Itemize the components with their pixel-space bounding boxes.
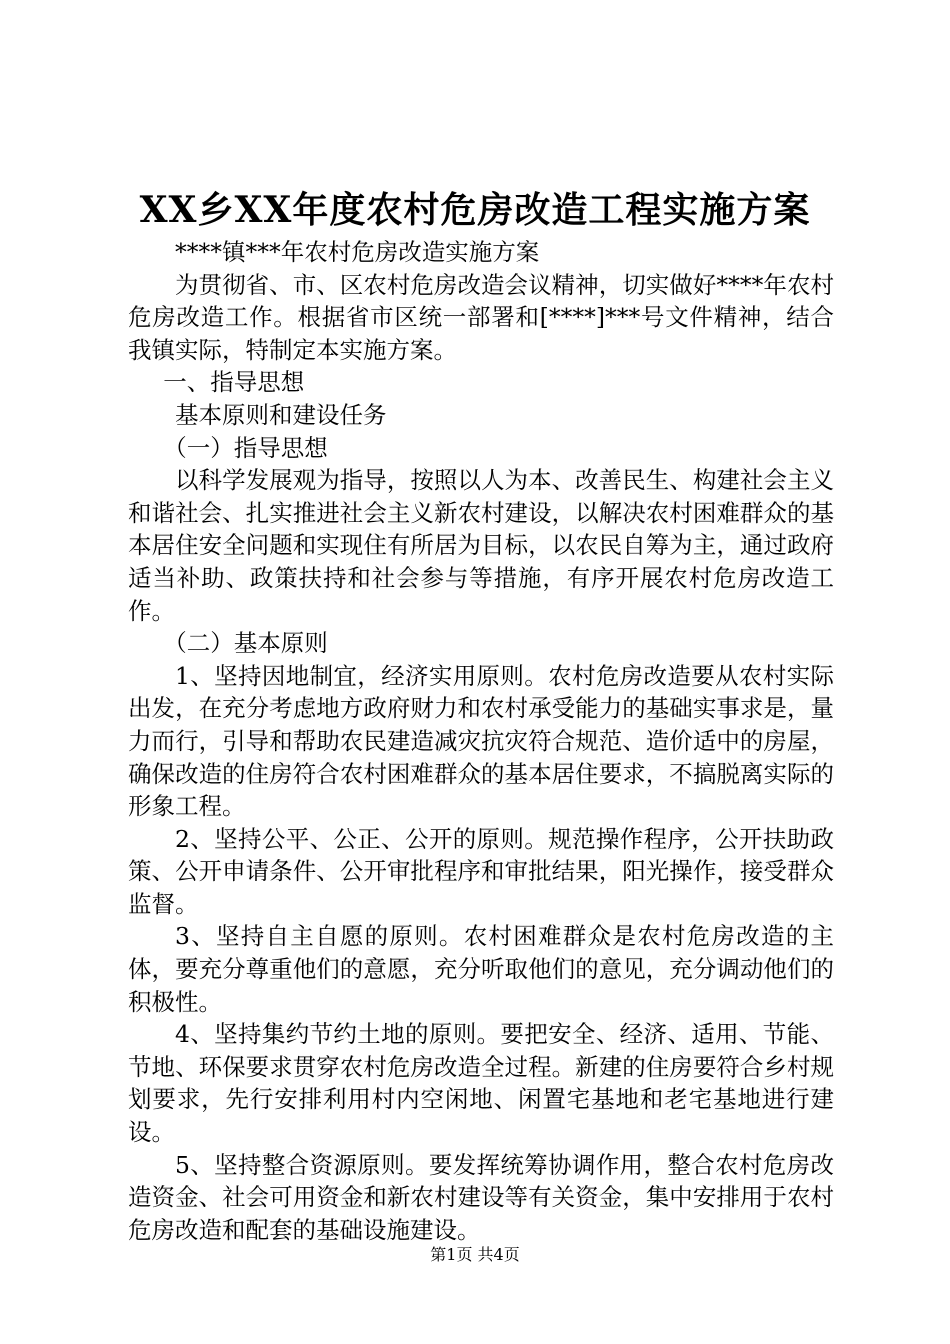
paragraph-guidance: 以科学发展观为指导，按照以人为本、改善民生、构建社会主义和谐社会、扎实推进社会主义新农村建设，以解决农村困难群众的基本居住安全问题和实现住有所居为目标，以农民自筹为主，通过政府适当补助、政策扶持和社会参与等措施，有序开展农村危房改造工作。 bbox=[128, 466, 834, 625]
subsection-heading: （一）指导思想 bbox=[163, 433, 328, 462]
paragraph-principle: 1、坚持因地制宜，经济实用原则。农村危房改造要从农村实际出发，在充分考虑地方政府财力和农村承受能力的基础实事求是，量力而行，引导和帮助农民建造减灾抗灾符合规范、造价适中的房屋，确保改造的住房符合农村困难群众的基本居住要求，不搞脱离实际的形象工程。 bbox=[128, 661, 834, 821]
page-footer: 第1页 共4页 bbox=[430, 1245, 520, 1264]
paragraph-principle: 2、坚持公平、公正、公开的原则。规范操作程序，公开扶助政策、公开申请条件、公开审批程序和审批结果，阳光操作，接受群众监督。 bbox=[128, 824, 834, 918]
paragraph-principle: 5、坚持整合资源原则。要发挥统筹协调作用，整合农村危房改造资金、社会可用资金和新农村建设等有关资金，集中安排用于农村危房改造和配套的基础设施建设。 bbox=[128, 1150, 834, 1244]
paragraph-intro: 为贯彻省、市、区农村危房改造会议精神，切实做好****年农村危房改造工作。根据省市区统一部署和[****]***号文件精神，结合我镇实际，特制定本实施方案。 bbox=[128, 270, 834, 364]
section-heading: 一、指导思想 bbox=[163, 368, 305, 397]
paragraph-principle: 3、坚持自主自愿的原则。农村困难群众是农村危房改造的主体，要充分尊重他们的意愿，充分听取他们的意见，充分调动他们的积极性。 bbox=[128, 922, 834, 1016]
document-body bbox=[128, 236, 834, 1246]
subsection-heading: （二）基本原则 bbox=[163, 629, 328, 658]
document-title: XX乡XX年度农村危房改造工程实施方案 bbox=[139, 189, 811, 231]
paragraph-principle: 4、坚持集约节约土地的原则。要把安全、经济、适用、节能、节地、环保要求贯穿农村危房改造全过程。新建的住房要符合乡村规划要求，先行安排利用村内空闲地、闲置宅基地和老宅基地进行建设。 bbox=[128, 1020, 834, 1147]
section-subheading: 基本原则和建设任务 bbox=[175, 400, 387, 429]
paragraph-subtitle: ****镇***年农村危房改造实施方案 bbox=[175, 238, 540, 266]
